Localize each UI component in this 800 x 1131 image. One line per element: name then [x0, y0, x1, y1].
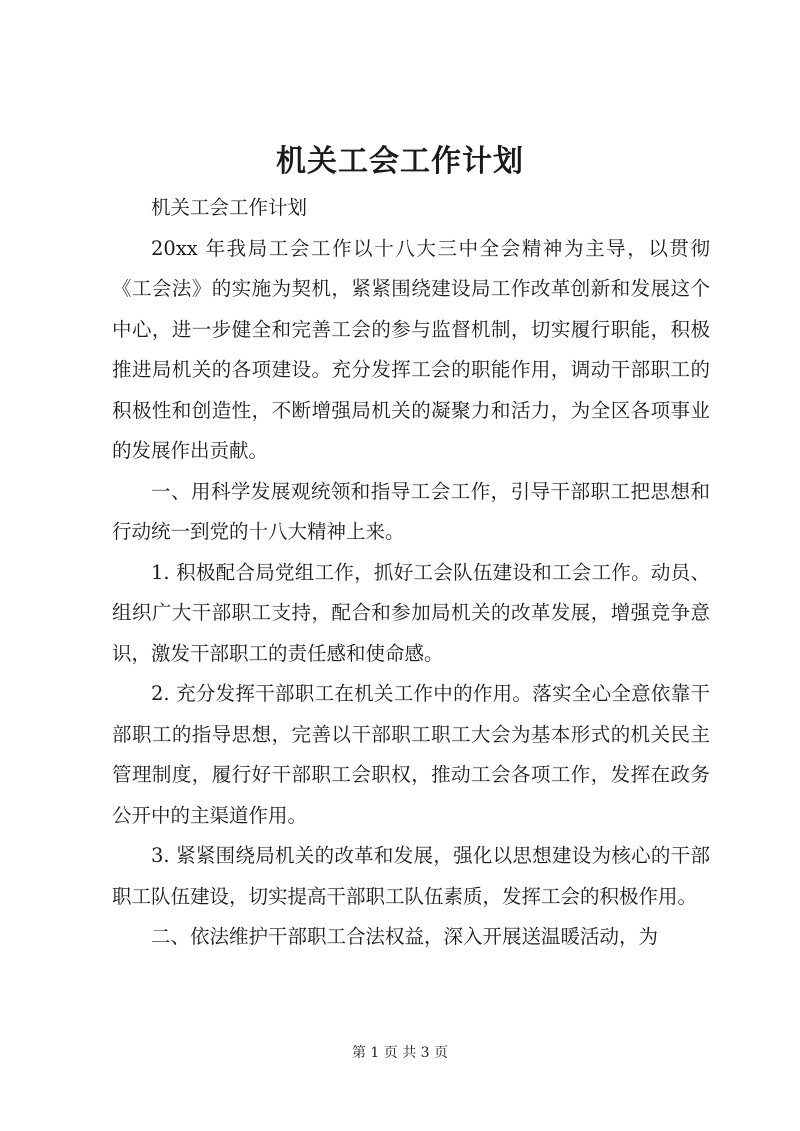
- page-number-footer: 第 1 页 共 3 页: [351, 1045, 449, 1061]
- document-title: 机关工会工作计划: [276, 144, 524, 179]
- paragraph-intro: 20xx 年我局工会工作以十八大三中全会精神为主导，以贯彻《工会法》的实施为契机，紧紧围绕建设局工作改革创新和发展这个中心，进一步健全和完善工会的参与监督机制，切实履行职能，积极推进局机关的各项建设。充分发挥工会的职能作用，调动干部职工的积极性和创造性，不断增强局机关的凝聚力和活力，为全区各项事业的发展作出贡献。: [112, 236, 710, 462]
- paragraph-item-3: 3. 紧紧围绕局机关的改革和发展，强化以思想建设为核心的干部职工队伍建设，切实提高干部职工队伍素质，发挥工会的积极作用。: [112, 844, 710, 908]
- paragraph-item-2: 2. 充分发挥干部职工在机关工作中的作用。落实全心全意依靠干部职工的指导思想，完善以干部职工职工大会为基本形式的机关民主管理制度，履行好干部职工会职权，推动工会各项工作，发挥在政务公开中的主渠道作用。: [112, 682, 710, 827]
- paragraph-section-two: 二、依法维护干部职工合法权益，深入开展送温暖活动，为: [151, 925, 659, 948]
- paragraph-item-1: 1. 积极配合局党组工作，抓好工会队伍建设和工会工作。动员、组织广大干部职工支持，配合和参加局机关的改革发展，增强竞争意识，激发干部职工的责任感和使命感。: [112, 560, 710, 665]
- paragraph-section-one: 一、用科学发展观统领和指导工会工作，引导干部职工把思想和行动统一到党的十八大精神上来。: [112, 479, 710, 543]
- document-body: [112, 188, 710, 958]
- paragraph-subtitle: 机关工会工作计划: [151, 196, 308, 219]
